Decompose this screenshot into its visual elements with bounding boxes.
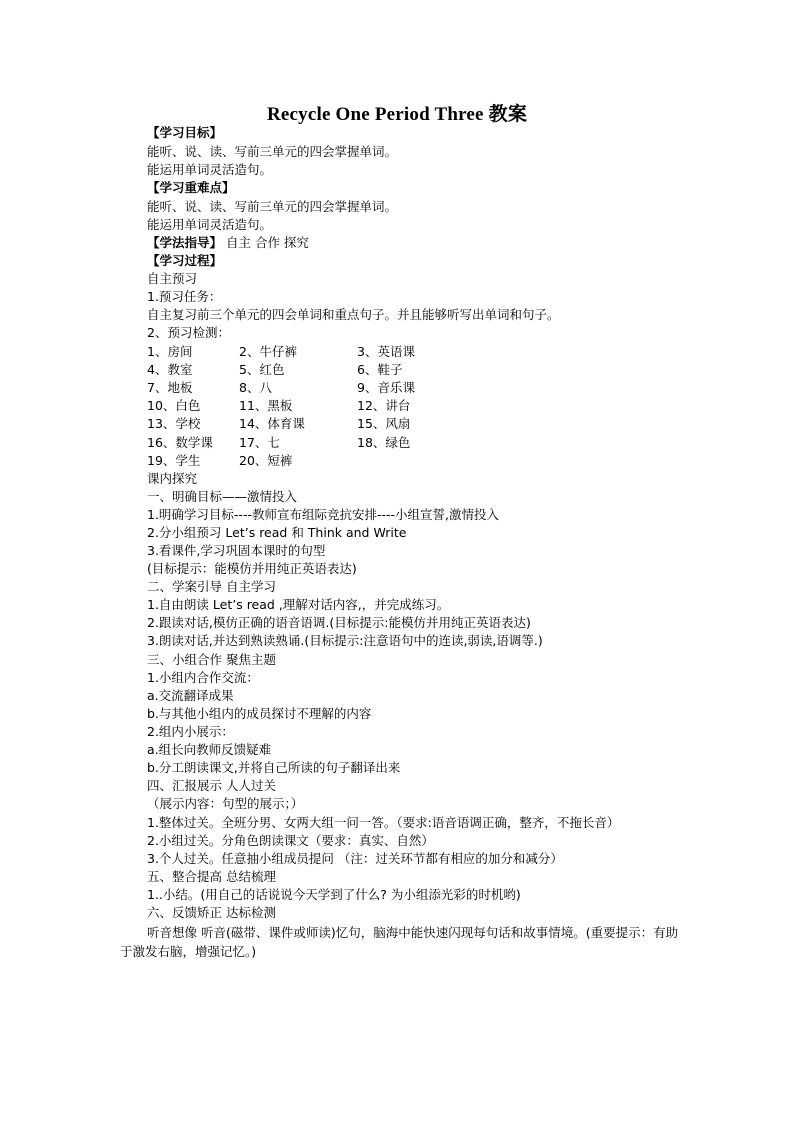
body-line: 1.小组内合作交流： xyxy=(147,670,259,685)
body-line: 2.组内小展示： xyxy=(147,724,234,739)
vocab-item: 8、八 xyxy=(239,380,272,395)
key-point-item: 能听、说、读、写前三单元的四会掌握单词。 xyxy=(147,199,398,214)
preview-check-label: 2、预习检测： xyxy=(147,325,230,340)
body-line: a.交流翻译成果 xyxy=(147,688,234,703)
method-line xyxy=(147,234,309,252)
vocab-item: 7、地板 xyxy=(147,380,193,395)
section-heading: 四、汇报展示 人人过关 xyxy=(147,778,276,793)
preview-heading: 自主预习 xyxy=(147,271,198,286)
vocab-item: 9、音乐课 xyxy=(357,380,415,395)
vocab-item: 13、学校 xyxy=(147,416,201,431)
vocab-item: 6、鞋子 xyxy=(357,362,403,377)
vocab-item: 10、白色 xyxy=(147,398,201,413)
key-point-item: 能运用单词灵活造句。 xyxy=(147,217,273,232)
body-line: (目标提示：能模仿并用纯正英语表达) xyxy=(147,561,357,576)
vocab-item: 19、学生 xyxy=(147,453,201,468)
objective-item: 能运用单词灵活造句。 xyxy=(147,162,273,177)
vocab-item: 5、红色 xyxy=(239,362,285,377)
body-line: 2.分小组预习 Let’s read 和 Think and Write xyxy=(147,525,407,540)
vocab-item: 12、讲台 xyxy=(357,398,411,413)
final-paragraph: 听音想像 听音(磁带、课件或师读)忆句，脑海中能快速闪现每句话和故事情境。(重要提示：有助于激发右脑，增强记忆。) xyxy=(120,925,679,959)
vocab-item: 18、绿色 xyxy=(357,435,411,450)
vocab-item: 3、英语课 xyxy=(357,344,415,359)
objectives-heading: 【学习目标】 xyxy=(147,125,223,140)
body-line: b.与其他小组内的成员探讨不理解的内容 xyxy=(147,706,372,721)
section-heading: 一、明确目标——激情投入 xyxy=(147,489,298,504)
process-heading: 【学习过程】 xyxy=(147,253,223,268)
body-line: 3.个人过关。任意抽小组成员提问 （注：过关环节都有相应的加分和减分） xyxy=(147,851,563,866)
vocab-item: 14、体育课 xyxy=(239,416,305,431)
body-line: 3.朗读对话,并达到熟读熟诵.(目标提示:注意语句中的连读,弱读,语调等.) xyxy=(147,633,543,648)
vocab-item: 16、数学课 xyxy=(147,435,213,450)
body-line: 1.自由朗读 Let’s read ,理解对话内容,，并完成练习。 xyxy=(147,597,450,612)
document-title: Recycle One Period Three 教案 xyxy=(266,104,528,125)
section-heading: 三、小组合作 聚焦主题 xyxy=(147,652,276,667)
section-heading: 六、反馈矫正 达标检测 xyxy=(147,905,276,920)
body-line: a.组长向教师反馈疑难 xyxy=(147,742,272,757)
body-line: 2.小组过关。分角色朗读课文（要求：真实、自然） xyxy=(147,833,434,848)
body-line: 1.明确学习目标----教师宣布组际竞抗安排----小组宣誓,激情投入 xyxy=(147,507,499,522)
section-heading: 二、学案引导 自主学习 xyxy=(147,579,276,594)
vocab-item: 2、牛仔裤 xyxy=(239,344,297,359)
vocab-item: 20、短裤 xyxy=(239,453,293,468)
preview-task-text: 自主复习前三个单元的四会单词和重点句子。并且能够听写出单词和句子。 xyxy=(147,307,560,322)
body-line: b.分工朗读课文,并将自己所读的句子翻译出来 xyxy=(147,760,401,775)
method-heading: 【学法指导】 xyxy=(147,235,223,250)
body-line: 2.跟读对话,模仿正确的语音语调.(目标提示:能模仿并用纯正英语表达) xyxy=(147,615,531,630)
vocab-item: 11、黑板 xyxy=(239,398,293,413)
key-points-heading: 【学习重难点】 xyxy=(147,180,235,195)
body-line: 1..小结。(用自己的话说说今天学到了什么? 为小组添光彩的时机哟) xyxy=(147,887,521,902)
objective-item: 能听、说、读、写前三单元的四会掌握单词。 xyxy=(147,144,398,159)
body-line: 1.整体过关。全班分男、女两大组一问一答。（要求:语音语调正确，整齐，不拖长音） xyxy=(147,815,620,830)
vocab-item: 1、房间 xyxy=(147,344,193,359)
method-text: 自主 合作 探究 xyxy=(222,235,309,250)
section-heading: 五、整合提高 总结梳理 xyxy=(147,869,276,884)
body-line: 3.看课件,学习巩固本课时的句型 xyxy=(147,543,326,558)
preview-task-label: 1.预习任务： xyxy=(147,289,222,304)
class-explore-heading: 课内探究 xyxy=(147,471,198,486)
body-line: （展示内容：句型的展示；） xyxy=(147,796,304,811)
vocab-item: 15、风扇 xyxy=(357,416,411,431)
vocab-item: 17、七 xyxy=(239,435,280,450)
vocab-item: 4、教室 xyxy=(147,362,193,377)
